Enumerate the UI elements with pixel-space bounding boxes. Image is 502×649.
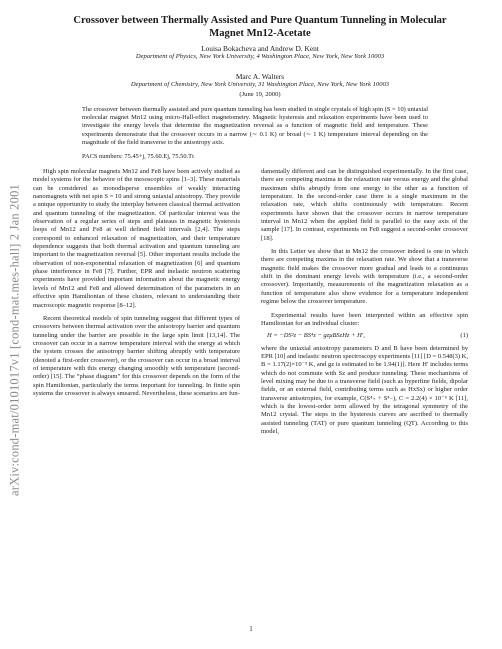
title-line-2: Magnet Mn12-Acetate bbox=[209, 28, 311, 39]
author-block-1 bbox=[40, 44, 480, 62]
right-paragraph-2: In this Letter we show that in Mn12 the crossover indeed is one in which there are competing maxima in the relaxation rate. We show that a transverse magnetic field makes the crossover more gradual and leads to a continuous shift in the dominant energy levels with temperature (i.e., a second-order crossover). Importantly, measurements of the magnetization relaxation as a function of temperature also show evidence for a temperature independent regime below the crossover temperature. bbox=[261, 248, 468, 306]
page-number: 1 bbox=[249, 625, 253, 633]
pacs-numbers: PACS numbers: 75.45+j, 75.60.Ej, 75.50.Tt bbox=[82, 153, 194, 160]
arxiv-identifier-text: arXiv:cond-mat/0101017v1 [cond-mat.mes-hall] 2 Jan 2001 bbox=[7, 184, 22, 496]
right-column bbox=[261, 168, 468, 436]
equation-number: (1) bbox=[460, 332, 468, 340]
left-paragraph-1: High spin molecular magnets Mn12 and Fe8 have been actively studied as model systems for the behavior of the mesoscopic spins [1–3]. These materials can be considered as monodisperse ensembles of weakly interacting nanomagnets with net spin S = 10 and strong uniaxial anisotropy. They provide a unique opportunity to study the interplay between classical thermal activation and quantum tunneling of the magnetization. Of particular interest was the observation of a regular series of steps and plateaus in magnetic hysteresis loops of Mn12 and Fe8 at well defined field intervals [2,4]. The steps correspond to enhanced relaxation of magnetization, and their temperature dependence suggests that both thermal activation and quantum tunneling are important to the magnetization reversal [5]. Other important results include the observation of non-exponential relaxation of magnetization [6] and quantum phase interference in Fe8 [7]. Further, EPR and inelastic neutron scattering experiments have provided important information about the magnetic energy levels of Mn12 and Fe8 and allowed determination of the parameters in an effective spin Hamiltonian of these clusters, relevant to understanding their macroscopic magnetic response [8–12]. bbox=[33, 168, 240, 309]
authors-2: Marc A. Walters bbox=[235, 72, 285, 81]
right-paragraph-4: where the uniaxial anisotropy parameters D and B have been determined by EPR [10] and inelastic neutron spectroscopy experiments [11] [D = 0.548(3) K, B = 1.17(2)×10⁻³ K, and gz is estimated to be 1.94(1)]. Here H′ includes terms which do not commute with Sz and produce tunneling. These mechanisms of level mixing may be due to a transverse field (such as hyperfine fields, dipolar fields, or an external field, contributing terms such as HxSx) or higher order transverse anisotropies, for example, C(S⁴₊ + S⁴₋), C = 2.2(4) × 10⁻⁵ K [11], which is the lowest-order term allowed by the tetragonal symmetry of the Mn12 crystal. The steps in the hysteresis curves are ascribed to thermally assisted tunneling (TAT) or pure quantum tunneling (QT). According to this model, bbox=[261, 344, 468, 435]
authors-1: Louisa Bokacheva and Andrew D. Kent bbox=[201, 44, 319, 53]
arxiv-identifier-stamp bbox=[4, 120, 26, 560]
right-paragraph-3: Experimental results have been interpreted within an effective spin Hamiltonian for an individual cluster: bbox=[261, 311, 468, 327]
affiliation-1: Department of Physics, New York University, 4 Washington Place, New York, New York 10003 bbox=[135, 53, 385, 60]
left-paragraph-2: Recent theoretical models of spin tunneling suggest that different types of crossovers between thermal activation over the anisotropy barrier and quantum tunneling under the barrier are possible in the large spin limit [13,14]. The crossover can occur in a narrow temperature interval with the energy at which the system crosses the anisotropy barrier shifting abruptly with temperature (denoted a first-order crossover), or the crossover can occur in a broad interval of temperature with this energy changing smoothly with temperature (second-order) [15]. The “phase diagram” for this crossover depends on the form of the spin Hamiltonian, particularly the terms important for tunneling. In finite spin systems the crossover is always smeared. Nevertheless, these scenarios are fun- bbox=[33, 314, 240, 397]
equation-body: H = −DS²z − BS⁴z − gzμBSzHz + H′, bbox=[267, 332, 365, 340]
left-column bbox=[33, 168, 240, 398]
date-line: (June 19, 2000) bbox=[239, 90, 281, 98]
affiliation-2: Department of Chemistry, New York University, 31 Washington Place, New York, New York 10003 bbox=[130, 81, 390, 88]
right-paragraph-1: damentally different and can be distinguished experimentally. In the first case, there are competing maxima in the relaxation rate versus energy and the global maximum shifts abruptly from one energy to the other as a function of temperature. In the second-order case there is a single maximum in the relaxation rate, which shifts continuously with temperature. Recent experiments have shown that the crossover occurs in narrow temperature interval in Mn12 when the applied field is parallel to the easy axis of the sample [17]. In contrast, experiments on Fe8 suggest a second-order crossover [18]. bbox=[261, 168, 468, 242]
author-block-2 bbox=[40, 72, 480, 99]
paper-title bbox=[40, 14, 480, 40]
abstract: The crossover between thermally assisted and pure quantum tunneling has been studied in single crystals of high spin (S = 10) uniaxial molecular magnet Mn12 using micro-Hall-effect magnetometry. Magnetic hysteresis and relaxation experiments have been used to investigate the energy levels that determine the magnetization reversal as a function of magnetic field and temperature. These experiments demonstrate that the crossover occurs in a narrow (∼ 0.1 K) or broad (∼ 1 K) temperature interval depending on the magnitude of the field transverse to the anisotropy axis. bbox=[82, 106, 428, 146]
equation-1 bbox=[261, 332, 468, 340]
title-line-1: Crossover between Thermally Assisted and Pure Quantum Tunneling in Molecular bbox=[73, 15, 447, 26]
